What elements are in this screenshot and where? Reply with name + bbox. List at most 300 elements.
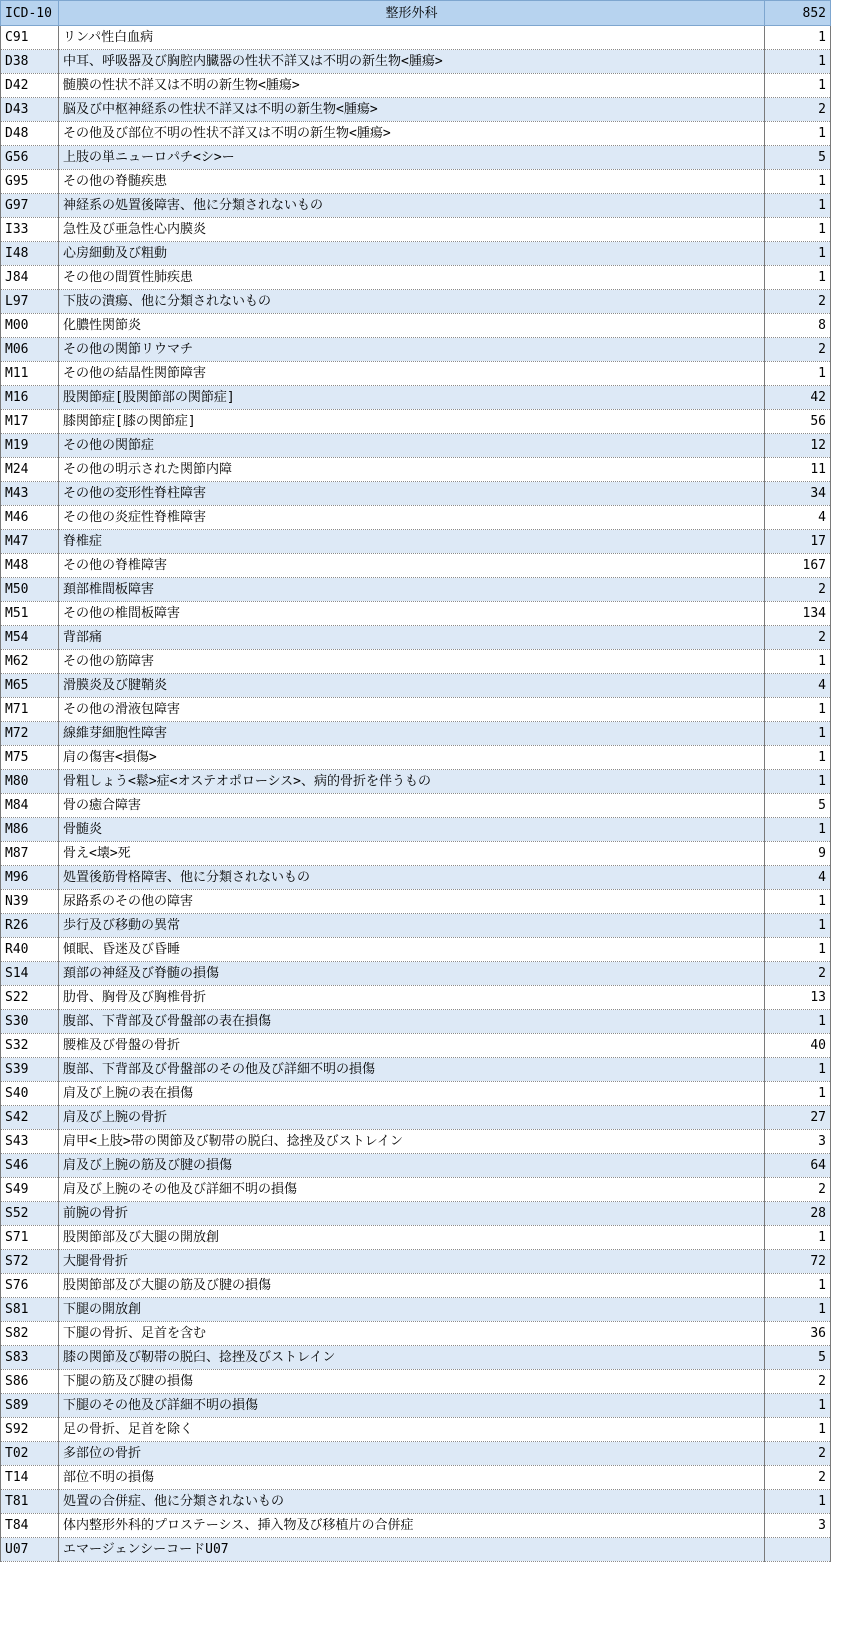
row-name: 髄膜の性状不詳又は不明の新生物<腫瘍> [59,74,765,98]
header-code-label: ICD-10 [1,1,59,26]
row-count: 72 [765,1250,831,1274]
row-code: T84 [1,1514,59,1538]
row-count: 1 [765,650,831,674]
row-name: 骨え<壊>死 [59,842,765,866]
row-name: その他の変形性脊柱障害 [59,482,765,506]
row-code: I48 [1,242,59,266]
row-code: S92 [1,1418,59,1442]
row-spacer [831,458,866,482]
table-body [1,26,866,1562]
table-row [1,26,866,50]
row-name: 肩及び上腕の表在損傷 [59,1082,765,1106]
row-count: 1 [765,266,831,290]
table-row [1,770,866,794]
row-name: 部位不明の損傷 [59,1466,765,1490]
table-row [1,938,866,962]
row-spacer [831,650,866,674]
table-row [1,842,866,866]
row-spacer [831,146,866,170]
row-count: 2 [765,1370,831,1394]
row-count: 1 [765,218,831,242]
row-spacer [831,1514,866,1538]
row-count: 2 [765,1178,831,1202]
row-code: M00 [1,314,59,338]
row-code: M65 [1,674,59,698]
row-code: C91 [1,26,59,50]
row-code: M87 [1,842,59,866]
row-count: 40 [765,1034,831,1058]
table-row [1,986,866,1010]
table-row [1,1202,866,1226]
row-code: R40 [1,938,59,962]
row-count: 4 [765,866,831,890]
row-code: M84 [1,794,59,818]
row-spacer [831,26,866,50]
row-spacer [831,1370,866,1394]
row-code: I33 [1,218,59,242]
row-name: 滑膜炎及び腱鞘炎 [59,674,765,698]
row-name: 膝の関節及び靭帯の脱臼、捻挫及びストレイン [59,1346,765,1370]
row-name: 化膿性関節炎 [59,314,765,338]
row-name: 肩甲<上肢>帯の関節及び靭帯の脱臼、捻挫及びストレイン [59,1130,765,1154]
row-spacer [831,1202,866,1226]
header-row [1,1,866,26]
row-code: T02 [1,1442,59,1466]
row-count: 4 [765,506,831,530]
table-row [1,626,866,650]
table-row [1,1490,866,1514]
row-name: 肩及び上腕の筋及び腱の損傷 [59,1154,765,1178]
row-name: 下肢の潰瘍、他に分類されないもの [59,290,765,314]
row-count: 1 [765,1418,831,1442]
row-code: M72 [1,722,59,746]
row-code: D42 [1,74,59,98]
row-name: 肩の傷害<損傷> [59,746,765,770]
row-name: 心房細動及び粗動 [59,242,765,266]
table-row [1,722,866,746]
row-name: 神経系の処置後障害、他に分類されないもの [59,194,765,218]
row-name: 下腿の骨折、足首を含む [59,1322,765,1346]
row-count: 56 [765,410,831,434]
row-spacer [831,386,866,410]
row-spacer [831,218,866,242]
row-spacer [831,1274,866,1298]
row-spacer [831,746,866,770]
table-row [1,242,866,266]
row-count: 1 [765,50,831,74]
row-code: D43 [1,98,59,122]
row-name: 線維芽細胞性障害 [59,722,765,746]
row-spacer [831,410,866,434]
row-name: 骨の癒合障害 [59,794,765,818]
row-count: 1 [765,1058,831,1082]
row-code: M19 [1,434,59,458]
row-count: 2 [765,290,831,314]
row-name: 背部痛 [59,626,765,650]
row-spacer [831,434,866,458]
row-code: M24 [1,458,59,482]
row-name: エマージェンシーコードU07 [59,1538,765,1562]
row-spacer [831,770,866,794]
table-header [1,1,866,26]
row-name: 足の骨折、足首を除く [59,1418,765,1442]
row-name: 肋骨、胸骨及び胸椎骨折 [59,986,765,1010]
row-name: 腹部、下背部及び骨盤部の表在損傷 [59,1010,765,1034]
row-count: 3 [765,1130,831,1154]
row-count: 12 [765,434,831,458]
row-code: S76 [1,1274,59,1298]
row-count: 2 [765,98,831,122]
row-count: 1 [765,170,831,194]
row-code: M62 [1,650,59,674]
row-code: M47 [1,530,59,554]
row-count: 5 [765,1346,831,1370]
table-row [1,1154,866,1178]
row-name: 中耳、呼吸器及び胸腔内臓器の性状不詳又は不明の新生物<腫瘍> [59,50,765,74]
table-row [1,818,866,842]
table-row [1,1418,866,1442]
row-code: M16 [1,386,59,410]
row-count: 2 [765,578,831,602]
row-spacer [831,242,866,266]
header-department: 整形外科 [59,1,765,26]
table-row [1,650,866,674]
row-code: G97 [1,194,59,218]
row-name: 骨髄炎 [59,818,765,842]
table-row [1,1130,866,1154]
row-count: 1 [765,770,831,794]
row-name: 膝関節症[膝の関節症] [59,410,765,434]
row-code: D48 [1,122,59,146]
row-name: 股関節部及び大腿の開放創 [59,1226,765,1250]
row-spacer [831,578,866,602]
row-spacer [831,170,866,194]
table-row [1,1250,866,1274]
table-row [1,1178,866,1202]
row-name: その他の脊椎障害 [59,554,765,578]
row-code: S49 [1,1178,59,1202]
row-code: M54 [1,626,59,650]
row-spacer [831,1394,866,1418]
row-name: 処置後筋骨格障害、他に分類されないもの [59,866,765,890]
row-count: 11 [765,458,831,482]
table-row [1,458,866,482]
row-name: 尿路系のその他の障害 [59,890,765,914]
row-name: 体内整形外科的プロステーシス、挿入物及び移植片の合併症 [59,1514,765,1538]
row-count: 2 [765,1442,831,1466]
row-name: 歩行及び移動の異常 [59,914,765,938]
row-count: 5 [765,794,831,818]
row-count: 1 [765,746,831,770]
row-code: S82 [1,1322,59,1346]
row-spacer [831,1418,866,1442]
table-row [1,266,866,290]
table-row [1,1442,866,1466]
row-spacer [831,1298,866,1322]
row-name: 下腿の開放創 [59,1298,765,1322]
table-row [1,1370,866,1394]
table-row [1,290,866,314]
row-spacer [831,890,866,914]
row-count: 1 [765,698,831,722]
row-count: 2 [765,1466,831,1490]
row-name: その他の関節リウマチ [59,338,765,362]
row-count: 1 [765,890,831,914]
table-row [1,194,866,218]
row-count: 1 [765,1082,831,1106]
row-spacer [831,1538,866,1562]
table-row [1,386,866,410]
row-code: M43 [1,482,59,506]
row-count: 8 [765,314,831,338]
row-count: 2 [765,338,831,362]
table-row [1,122,866,146]
row-code: S42 [1,1106,59,1130]
row-code: S83 [1,1346,59,1370]
row-count: 1 [765,722,831,746]
row-count: 1 [765,1490,831,1514]
row-spacer [831,1442,866,1466]
table-row [1,1394,866,1418]
table-row [1,74,866,98]
row-name: 腹部、下背部及び骨盤部のその他及び詳細不明の損傷 [59,1058,765,1082]
row-spacer [831,50,866,74]
row-code: G56 [1,146,59,170]
row-spacer [831,866,866,890]
row-code: S43 [1,1130,59,1154]
row-name: 下腿のその他及び詳細不明の損傷 [59,1394,765,1418]
row-spacer [831,794,866,818]
table-row [1,1322,866,1346]
table-row [1,98,866,122]
row-spacer [831,1466,866,1490]
row-spacer [831,506,866,530]
table-row [1,1346,866,1370]
row-spacer [831,722,866,746]
header-spacer [831,1,866,26]
row-code: S40 [1,1082,59,1106]
row-code: T14 [1,1466,59,1490]
table-row [1,674,866,698]
row-count: 28 [765,1202,831,1226]
row-count: 36 [765,1322,831,1346]
row-name: その他の結晶性関節障害 [59,362,765,386]
row-spacer [831,1346,866,1370]
table-row [1,1058,866,1082]
row-spacer [831,338,866,362]
row-spacer [831,74,866,98]
row-count: 64 [765,1154,831,1178]
row-count: 9 [765,842,831,866]
row-code: M17 [1,410,59,434]
table-row [1,338,866,362]
table-row [1,410,866,434]
table-row [1,1298,866,1322]
row-code: S71 [1,1226,59,1250]
row-spacer [831,266,866,290]
table-row [1,362,866,386]
row-name: 多部位の骨折 [59,1442,765,1466]
row-name: その他の筋障害 [59,650,765,674]
table-row [1,1274,866,1298]
row-code: M71 [1,698,59,722]
row-name: 大腿骨骨折 [59,1250,765,1274]
row-code: N39 [1,890,59,914]
table-row [1,506,866,530]
row-name: 脊椎症 [59,530,765,554]
table-row [1,554,866,578]
row-code: S39 [1,1058,59,1082]
row-code: S86 [1,1370,59,1394]
row-count: 4 [765,674,831,698]
row-code: L97 [1,290,59,314]
row-code: M51 [1,602,59,626]
row-code: D38 [1,50,59,74]
row-spacer [831,1178,866,1202]
table-row [1,530,866,554]
row-spacer [831,1250,866,1274]
row-count: 13 [765,986,831,1010]
row-spacer [831,530,866,554]
row-count: 1 [765,938,831,962]
row-spacer [831,626,866,650]
row-code: M86 [1,818,59,842]
row-code: M46 [1,506,59,530]
row-code: S72 [1,1250,59,1274]
row-spacer [831,602,866,626]
row-code: M96 [1,866,59,890]
row-spacer [831,962,866,986]
row-code: M11 [1,362,59,386]
row-name: 下腿の筋及び腱の損傷 [59,1370,765,1394]
row-name: 頚部椎間板障害 [59,578,765,602]
table-row [1,794,866,818]
row-spacer [831,362,866,386]
table-row [1,314,866,338]
row-name: 処置の合併症、他に分類されないもの [59,1490,765,1514]
table-row [1,914,866,938]
table-row [1,1226,866,1250]
table-row [1,50,866,74]
table-row [1,482,866,506]
row-spacer [831,98,866,122]
table-row [1,434,866,458]
row-code: S81 [1,1298,59,1322]
row-spacer [831,314,866,338]
row-count: 3 [765,1514,831,1538]
table-row [1,1010,866,1034]
table-row [1,1538,866,1562]
row-code: R26 [1,914,59,938]
row-count: 1 [765,914,831,938]
row-spacer [831,290,866,314]
row-name: その他の関節症 [59,434,765,458]
row-spacer [831,194,866,218]
table-row [1,578,866,602]
row-code: S14 [1,962,59,986]
row-count: 34 [765,482,831,506]
table-row [1,1514,866,1538]
row-spacer [831,1106,866,1130]
row-code: M48 [1,554,59,578]
row-name: 股関節症[股関節部の関節症] [59,386,765,410]
row-count: 1 [765,122,831,146]
row-spacer [831,938,866,962]
row-count: 167 [765,554,831,578]
row-name: 股関節部及び大腿の筋及び腱の損傷 [59,1274,765,1298]
row-name: 傾眠、昏迷及び昏睡 [59,938,765,962]
row-count: 2 [765,962,831,986]
row-spacer [831,1010,866,1034]
row-spacer [831,698,866,722]
row-count: 134 [765,602,831,626]
row-name: 骨粗しょう<鬆>症<オステオポローシス>、病的骨折を伴うもの [59,770,765,794]
row-code: S89 [1,1394,59,1418]
row-name: その他の滑液包障害 [59,698,765,722]
row-spacer [831,554,866,578]
row-name: 急性及び亜急性心内膜炎 [59,218,765,242]
row-name: その他及び部位不明の性状不詳又は不明の新生物<腫瘍> [59,122,765,146]
row-code: S30 [1,1010,59,1034]
row-count: 1 [765,1226,831,1250]
row-name: リンパ性白血病 [59,26,765,50]
row-code: T81 [1,1490,59,1514]
row-code: J84 [1,266,59,290]
row-name: 上肢の単ニューロパチ<シ>ー [59,146,765,170]
row-name: 頚部の神経及び脊髄の損傷 [59,962,765,986]
row-count: 1 [765,242,831,266]
row-code: M50 [1,578,59,602]
row-count [765,1538,831,1562]
row-name: その他の間質性肺疾患 [59,266,765,290]
row-name: その他の明示された関節内障 [59,458,765,482]
row-code: S22 [1,986,59,1010]
table-row [1,1466,866,1490]
table-row [1,602,866,626]
row-code: G95 [1,170,59,194]
row-name: 腰椎及び骨盤の骨折 [59,1034,765,1058]
row-name: 脳及び中枢神経系の性状不詳又は不明の新生物<腫瘍> [59,98,765,122]
table-row [1,170,866,194]
row-spacer [831,1082,866,1106]
row-code: M06 [1,338,59,362]
row-count: 1 [765,74,831,98]
row-code: S32 [1,1034,59,1058]
row-count: 1 [765,194,831,218]
row-spacer [831,1322,866,1346]
table-row [1,146,866,170]
row-count: 27 [765,1106,831,1130]
row-spacer [831,674,866,698]
row-count: 1 [765,26,831,50]
table-row [1,962,866,986]
row-spacer [831,122,866,146]
table-row [1,746,866,770]
row-spacer [831,1154,866,1178]
row-count: 17 [765,530,831,554]
table-row [1,866,866,890]
row-spacer [831,1058,866,1082]
row-spacer [831,1034,866,1058]
row-code: S52 [1,1202,59,1226]
table-row [1,1034,866,1058]
row-count: 1 [765,1298,831,1322]
table-row [1,1106,866,1130]
row-spacer [831,818,866,842]
row-name: 肩及び上腕のその他及び詳細不明の損傷 [59,1178,765,1202]
table-row [1,698,866,722]
row-spacer [831,986,866,1010]
